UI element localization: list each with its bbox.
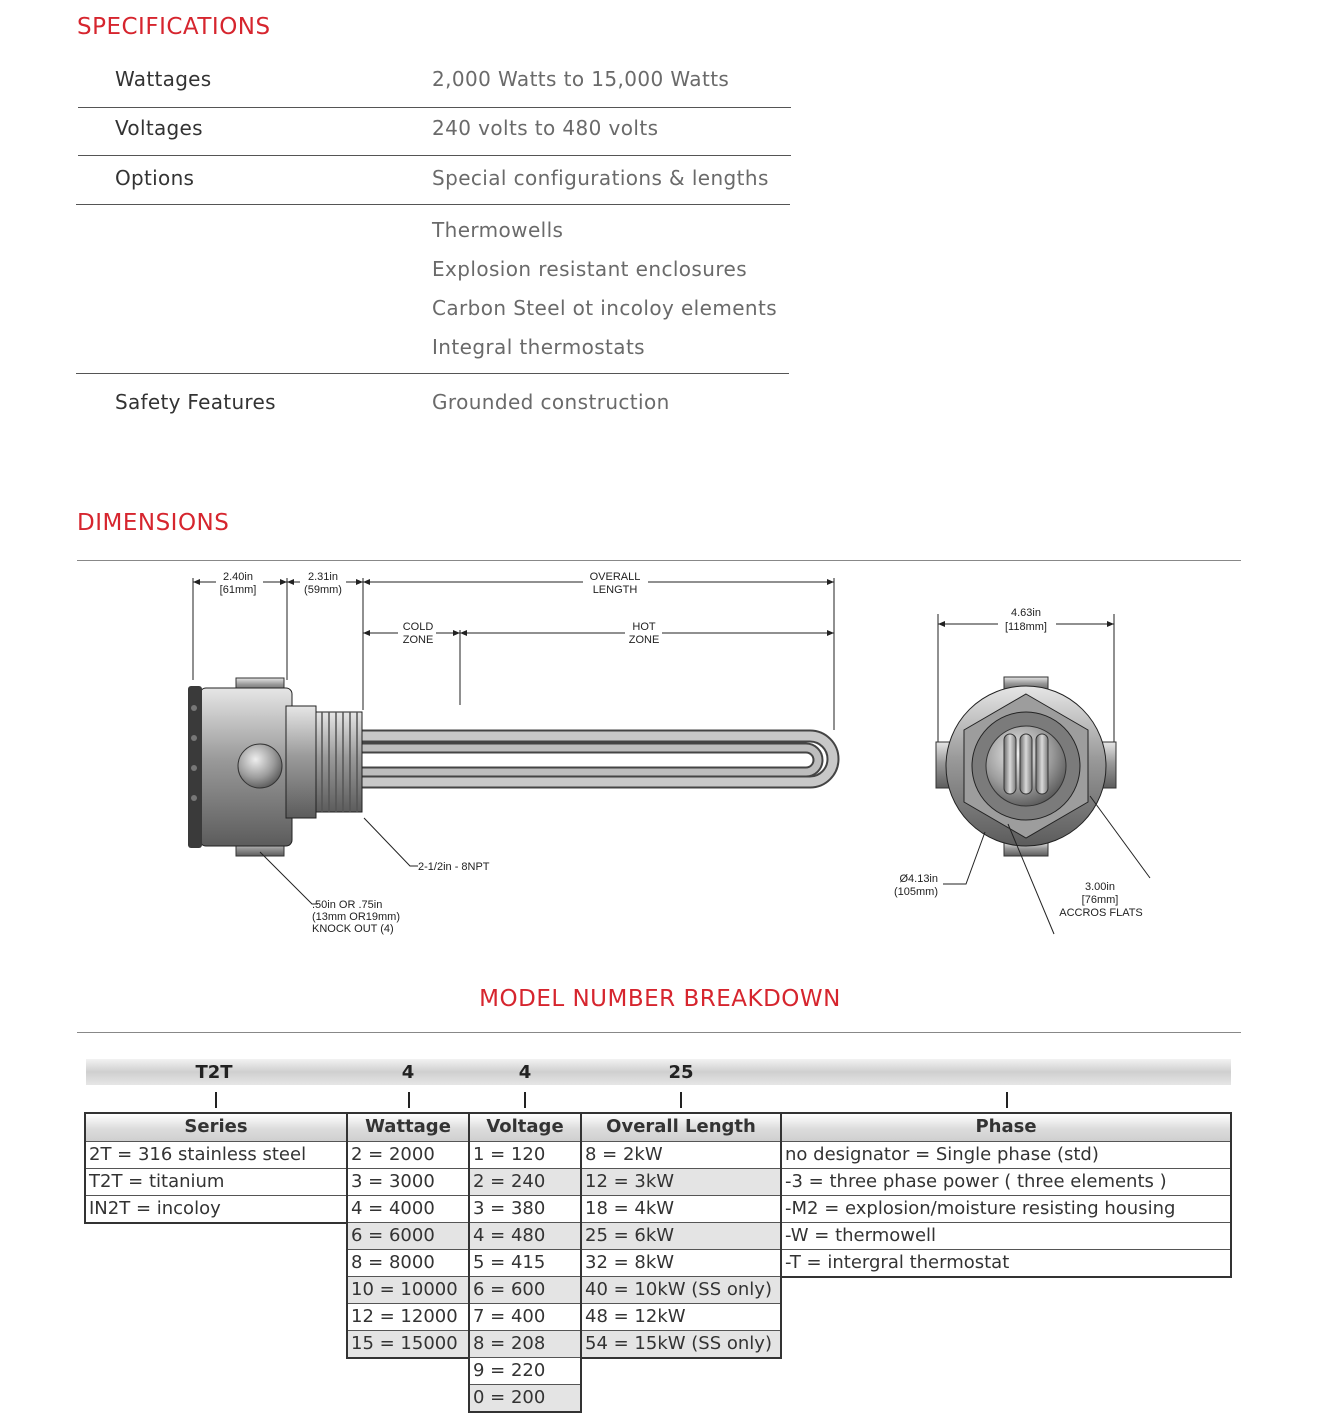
dimensions-title: DIMENSIONS bbox=[77, 510, 230, 536]
heater-end-view bbox=[936, 677, 1116, 856]
phase-item: -M2 = explosion/moisture resisting housing bbox=[782, 1195, 1230, 1222]
flats-label: ACCROS FLATS bbox=[1059, 907, 1143, 919]
series-header: Series bbox=[86, 1114, 346, 1141]
overall-length-header: Overall Length bbox=[582, 1114, 780, 1141]
overall-length-item: 48 = 12kW bbox=[582, 1303, 780, 1330]
cold-zone-label-1: COLD bbox=[402, 621, 434, 633]
wattage-item: 3 = 3000 bbox=[348, 1168, 468, 1195]
dim-a-mm: [61mm] bbox=[219, 584, 257, 596]
knockout-label-3: KNOCK OUT (4) bbox=[312, 923, 394, 935]
knockout-label-1: .50in OR .75in bbox=[312, 899, 383, 911]
spec-value-option-item: Integral thermostats bbox=[432, 335, 645, 359]
dimensions-divider bbox=[77, 560, 1241, 561]
spec-value-voltages: 240 volts to 480 volts bbox=[432, 116, 659, 140]
voltage-item: 1 = 120 bbox=[470, 1141, 580, 1168]
phase-item: -W = thermowell bbox=[782, 1222, 1230, 1249]
spec-label-wattages: Wattages bbox=[115, 67, 212, 91]
phase-item: no designator = Single phase (std) bbox=[782, 1141, 1230, 1168]
knockout-label-2: (13mm OR19mm) bbox=[312, 911, 401, 923]
overall-length-item: 32 = 8kW bbox=[582, 1249, 780, 1276]
code-length: 25 bbox=[668, 1062, 694, 1083]
spec-value-option-item: Thermowells bbox=[432, 218, 564, 242]
flats-mm: [76mm] bbox=[1081, 894, 1119, 906]
voltage-item: 7 = 400 bbox=[470, 1303, 580, 1330]
phase-column bbox=[780, 1112, 1232, 1278]
spec-value-safety: Grounded construction bbox=[432, 390, 670, 414]
spec-divider bbox=[78, 107, 791, 108]
wattage-column bbox=[346, 1112, 470, 1359]
thread-label: 2-1/2in - 8NPT bbox=[418, 861, 490, 873]
code-tick bbox=[680, 1092, 682, 1108]
overall-length-item: 18 = 4kW bbox=[582, 1195, 780, 1222]
code-tick bbox=[408, 1092, 410, 1108]
spec-value-option-item: Carbon Steel ot incoloy elements bbox=[432, 296, 778, 320]
spec-divider bbox=[76, 373, 789, 374]
series-item: 2T = 316 stainless steel bbox=[86, 1141, 346, 1168]
code-series: T2T bbox=[195, 1062, 233, 1083]
overall-label-2: LENGTH bbox=[592, 584, 638, 596]
voltage-column bbox=[468, 1112, 582, 1413]
hot-zone-label-1: HOT bbox=[632, 621, 656, 633]
voltage-item: 5 = 415 bbox=[470, 1249, 580, 1276]
overall-length-item: 25 = 6kW bbox=[582, 1222, 780, 1249]
code-tick bbox=[215, 1092, 217, 1108]
voltage-item: 6 = 600 bbox=[470, 1276, 580, 1303]
flats-inch: 3.00in bbox=[1085, 881, 1115, 893]
spec-divider bbox=[78, 155, 791, 156]
overall-length-item: 8 = 2kW bbox=[582, 1141, 780, 1168]
voltage-item: 3 = 380 bbox=[470, 1195, 580, 1222]
voltage-item: 0 = 200 bbox=[470, 1384, 580, 1411]
spec-value-wattages: 2,000 Watts to 15,000 Watts bbox=[432, 67, 730, 91]
series-column bbox=[84, 1112, 348, 1224]
spec-value-options: Special configurations & lengths bbox=[432, 166, 769, 190]
code-tick bbox=[524, 1092, 526, 1108]
overall-length-item: 40 = 10kW (SS only) bbox=[582, 1276, 780, 1303]
voltage-item: 4 = 480 bbox=[470, 1222, 580, 1249]
phase-item: -T = intergral thermostat bbox=[782, 1249, 1230, 1276]
wattage-item: 8 = 8000 bbox=[348, 1249, 468, 1276]
wattage-item: 6 = 6000 bbox=[348, 1222, 468, 1249]
diameter-mm: (105mm) bbox=[893, 886, 938, 898]
voltage-header: Voltage bbox=[470, 1114, 580, 1141]
specifications-title: SPECIFICATIONS bbox=[77, 14, 271, 40]
overall-label-1: OVERALL bbox=[589, 571, 641, 583]
spec-label-voltages: Voltages bbox=[115, 116, 203, 140]
wattage-item: 15 = 15000 bbox=[348, 1330, 468, 1357]
spec-label-options: Options bbox=[115, 166, 195, 190]
voltage-item: 8 = 208 bbox=[470, 1330, 580, 1357]
wattage-item: 10 = 10000 bbox=[348, 1276, 468, 1303]
overall-length-item: 54 = 15kW (SS only) bbox=[582, 1330, 780, 1357]
series-item: T2T = titanium bbox=[86, 1168, 346, 1195]
overall-length-column bbox=[580, 1112, 782, 1359]
wattage-item: 2 = 2000 bbox=[348, 1141, 468, 1168]
spec-label-safety: Safety Features bbox=[115, 390, 276, 414]
voltage-item: 2 = 240 bbox=[470, 1168, 580, 1195]
voltage-item: 9 = 220 bbox=[470, 1357, 580, 1384]
end-width-inch: 4.63in bbox=[1011, 607, 1041, 619]
code-wattage: 4 bbox=[401, 1062, 415, 1083]
dim-a-inch: 2.40in bbox=[223, 571, 253, 583]
phase-header: Phase bbox=[782, 1114, 1230, 1141]
spec-divider bbox=[76, 204, 790, 205]
end-width-mm: [118mm] bbox=[1005, 621, 1047, 633]
wattage-item: 4 = 4000 bbox=[348, 1195, 468, 1222]
model-title: MODEL NUMBER BREAKDOWN bbox=[479, 986, 841, 1012]
cold-zone-label-2: ZONE bbox=[402, 634, 434, 646]
overall-length-item: 12 = 3kW bbox=[582, 1168, 780, 1195]
hot-zone-label-2: ZONE bbox=[628, 634, 660, 646]
spec-value-option-item: Explosion resistant enclosures bbox=[432, 257, 748, 281]
heater-side-view bbox=[188, 678, 833, 856]
code-tick bbox=[1006, 1092, 1008, 1108]
code-voltage: 4 bbox=[518, 1062, 532, 1083]
dim-b-inch: 2.31in bbox=[308, 571, 338, 583]
dim-b-mm: (59mm) bbox=[304, 584, 342, 596]
model-divider bbox=[77, 1032, 1241, 1033]
wattage-header: Wattage bbox=[348, 1114, 468, 1141]
diameter-inch: Ø4.13in bbox=[899, 873, 938, 885]
series-item: IN2T = incoloy bbox=[86, 1195, 346, 1222]
heater-dimension-drawing bbox=[0, 562, 1320, 962]
phase-item: -3 = three phase power ( three elements ) bbox=[782, 1168, 1230, 1195]
wattage-item: 12 = 12000 bbox=[348, 1303, 468, 1330]
